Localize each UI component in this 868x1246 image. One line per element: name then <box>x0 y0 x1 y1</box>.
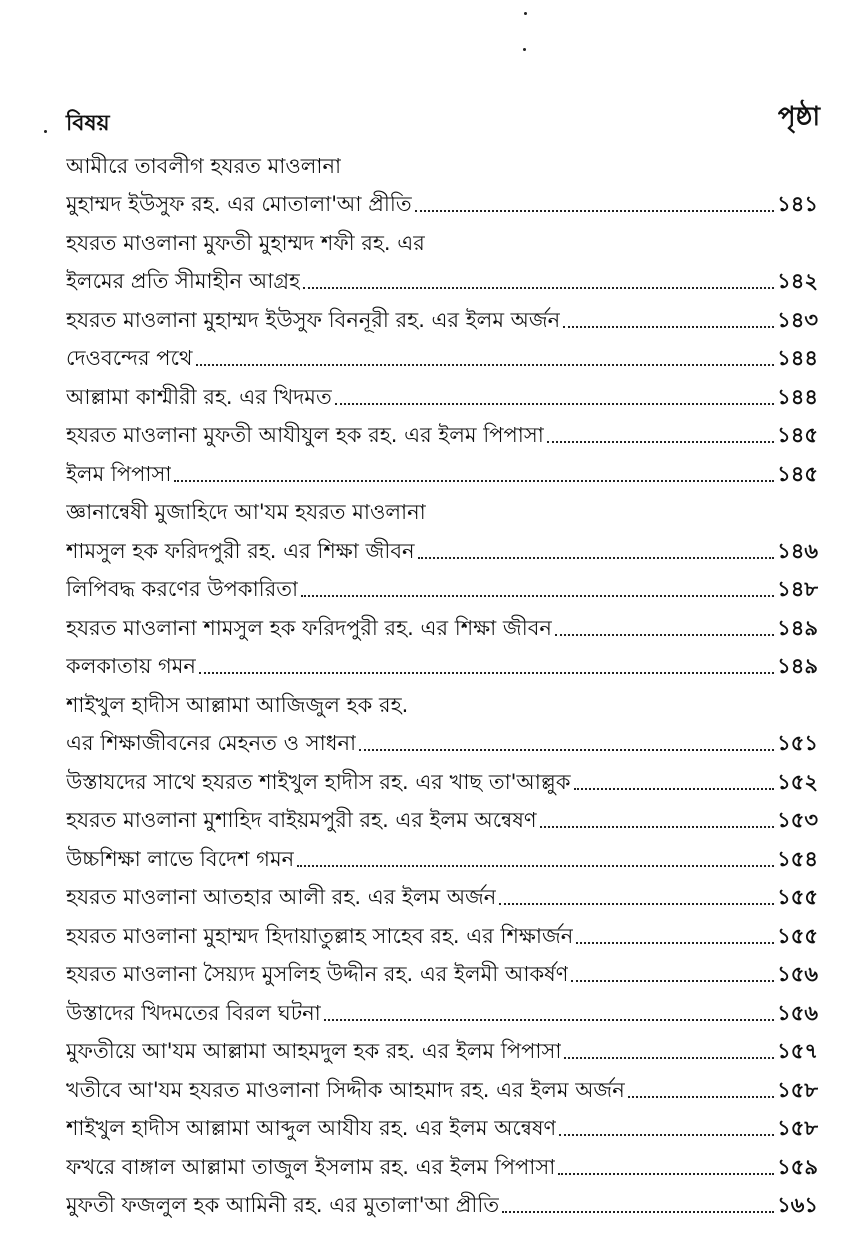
toc-entry-title: ইলম পিপাসা <box>66 461 172 486</box>
toc-entry <box>66 681 818 720</box>
toc-entry-title: হযরত মাওলানা মুফতী আযীযুল হক রহ. এর ইলম পিপাসা <box>66 423 544 447</box>
dot-leader <box>574 788 775 790</box>
toc-entry <box>66 758 818 797</box>
toc-entry <box>66 874 818 913</box>
toc-entry-title: শাইখুল হাদীস আল্লামা আব্দুল আযীয রহ. এর ইলম অন্বেষণ <box>66 1116 557 1140</box>
dot-leader <box>499 903 774 905</box>
toc-entry-page-number: ১৪৪ <box>777 346 818 370</box>
dot-leader <box>558 1173 774 1175</box>
toc-entry-title: হযরত মাওলানা মুহাম্মদ হিদায়াতুল্লাহ সাহেব রহ. এর শিক্ষার্জন <box>66 923 574 948</box>
toc-entry-page-number: ১৪৯ <box>777 615 818 640</box>
toc-entry-page-number: ১৬১ <box>777 1193 818 1217</box>
toc-entry-page-number: ১৪২ <box>777 269 818 293</box>
dot-leader <box>540 826 774 828</box>
toc-entry-page-number: ১৫৩ <box>777 808 818 832</box>
toc-entry-page-number: ১৫৭ <box>777 1039 818 1063</box>
toc-entry <box>66 643 818 682</box>
toc-entry-title: হযরত মাওলানা আতহার আলী রহ. এর ইলম অর্জন <box>66 885 497 909</box>
toc-header <box>66 96 820 140</box>
toc-entry-page-number: ১৫৮ <box>777 1077 818 1102</box>
toc-entry-page-number: ১৫৬ <box>777 1000 818 1025</box>
dot-leader <box>559 1134 774 1136</box>
toc-entry-title: ফখরে বাঙ্গাল আল্লামা তাজুল ইসলাম রহ. এর ইলম পিপাসা <box>66 1154 556 1179</box>
toc-entry-page-number: ১৪৫ <box>777 461 818 486</box>
toc-entry-page-number: ১৪৪ <box>777 384 818 409</box>
dot-leader <box>301 595 774 597</box>
dot-leader <box>415 210 774 212</box>
toc-entry-page-number: ১৫১ <box>777 731 818 755</box>
toc-entry-page-number: ১৫২ <box>777 769 818 794</box>
toc-entry-title: হযরত মাওলানা মুফতী মুহাম্মদ শফী রহ. এর <box>66 230 425 255</box>
toc-entry <box>66 1028 818 1067</box>
toc-entry <box>66 373 818 412</box>
toc-entry-title: আমীরে তাবলীগ হযরত মাওলানা <box>66 153 342 178</box>
dot-leader <box>297 865 774 867</box>
toc-entry <box>66 1066 818 1105</box>
toc-entry-page-number: ১৫৮ <box>777 1116 818 1140</box>
toc-entry-title: লিপিবদ্ধ করণের উপকারিতা <box>66 577 299 601</box>
toc-entry <box>66 489 818 528</box>
toc-entry <box>66 296 818 335</box>
toc-entry-page-number: ১৫৪ <box>777 846 818 871</box>
toc-entry-page-number: ১৫৫ <box>777 923 818 948</box>
dot-leader <box>324 1019 774 1021</box>
toc-entry <box>66 1143 818 1182</box>
toc-entry <box>66 1105 818 1144</box>
toc-entry-title: খতীবে আ'যম হযরত মাওলানা সিদ্দীক আহমাদ রহ. এর ইলম অর্জন <box>66 1077 625 1102</box>
toc-entry-title: হযরত মাওলানা মুহাম্মদ ইউসুফ বিননূরী রহ. এর ইলম অর্জন <box>66 307 561 332</box>
dot-leader <box>174 480 774 482</box>
toc-entry-title: দেওবন্দের পথে <box>66 346 193 370</box>
toc-entry-page-number: ১৫৬ <box>777 962 818 986</box>
dot-leader <box>555 634 774 636</box>
toc-entry <box>66 450 818 489</box>
dot-leader <box>335 403 774 405</box>
toc-entry <box>66 142 818 181</box>
toc-entry-title: শামসুল হক ফরিদপুরী রহ. এর শিক্ষা জীবন <box>66 538 415 563</box>
toc-entry <box>66 989 818 1028</box>
toc-entry-title: মুহাম্মদ ইউসুফ রহ. এর মোতালা'আ প্রীতি <box>66 192 412 216</box>
dot-leader <box>564 1057 774 1059</box>
dot-leader <box>628 1096 774 1098</box>
print-speck <box>523 48 526 51</box>
print-speck <box>524 12 527 15</box>
dot-leader <box>547 441 774 443</box>
toc-entry-page-number: ১৪৯ <box>777 654 818 678</box>
toc-entry-title: হযরত মাওলানা সৈয়্যদ মুসলিহ উদ্দীন রহ. এর ইলমী আকর্ষণ <box>66 962 569 986</box>
dot-leader <box>196 364 775 366</box>
toc-entry-title: জ্ঞানান্বেষী মুজাহিদে আ'যম হযরত মাওলানা <box>66 500 426 524</box>
toc-entry <box>66 527 818 566</box>
toc-entry-page-number: ১৪৬ <box>777 538 818 563</box>
toc-entry-page-number: ১৫৯ <box>777 1154 818 1179</box>
toc-entry-title: এর শিক্ষাজীবনের মেহনত ও সাধনা <box>66 731 357 755</box>
toc-entry-page-number: ১৫৫ <box>777 885 818 909</box>
toc-entry <box>66 720 818 759</box>
dot-leader <box>571 980 774 982</box>
toc-entry <box>66 1182 818 1221</box>
toc-entry-page-number: ১৪১ <box>777 192 818 216</box>
toc-entry-title: কলকাতায় গমন <box>66 654 196 678</box>
toc-entry <box>66 797 818 836</box>
page-column-label: পৃষ্ঠা <box>777 102 820 132</box>
toc-entry-title: হযরত মাওলানা মুশাহিদ বাইয়মপুরী রহ. এর ইলম অন্বেষণ <box>66 808 537 832</box>
print-speck <box>44 130 47 133</box>
toc-entry-title: আল্লামা কাশ্মীরী রহ. এর খিদমত <box>66 384 332 409</box>
toc-entry-title: উস্তাযদের সাথে হযরত শাইখুল হাদীস রহ. এর খাছ তা'আল্লুক <box>66 769 571 794</box>
toc-entry <box>66 951 818 990</box>
dot-leader <box>303 287 774 289</box>
toc-entry-title: মুফতী ফজলুল হক আমিনী রহ. এর মুতালা'আ প্রীতি <box>66 1193 500 1217</box>
toc-entry <box>66 219 818 258</box>
toc-entry <box>66 258 818 297</box>
dot-leader <box>502 1211 774 1213</box>
toc-entry <box>66 181 818 220</box>
toc-entry-page-number: ১৪৩ <box>777 307 818 332</box>
toc-entry <box>66 412 818 451</box>
toc-entry <box>66 912 818 951</box>
dot-leader <box>199 672 774 674</box>
toc-entry-title: উচ্চশিক্ষা লাভে বিদেশ গমন <box>66 846 295 871</box>
toc-entry-title: মুফতীয়ে আ'যম আল্লামা আহমদুল হক রহ. এর ইলম পিপাসা <box>66 1039 562 1063</box>
dot-leader <box>359 749 774 751</box>
toc-entry-title: উস্তাদের খিদমতের বিরল ঘটনা <box>66 1000 321 1025</box>
table-of-contents <box>66 142 818 1220</box>
toc-entry <box>66 835 818 874</box>
toc-entry <box>66 566 818 605</box>
toc-entry-page-number: ১৪৮ <box>777 577 818 601</box>
toc-entry-title: শাইখুল হাদীস আল্লামা আজিজুল হক রহ. <box>66 692 409 717</box>
subject-column-label: বিষয় <box>66 111 110 136</box>
dot-leader <box>576 942 774 944</box>
toc-entry <box>66 604 818 643</box>
toc-entry-title: ইলমের প্রতি সীমাহীন আগ্রহ <box>66 269 301 293</box>
toc-entry-title: হযরত মাওলানা শামসুল হক ফরিদপুরী রহ. এর শিক্ষা জীবন <box>66 615 552 640</box>
dot-leader <box>563 326 774 328</box>
dot-leader <box>418 557 775 559</box>
toc-entry <box>66 335 818 374</box>
toc-entry-page-number: ১৪৫ <box>777 423 818 447</box>
